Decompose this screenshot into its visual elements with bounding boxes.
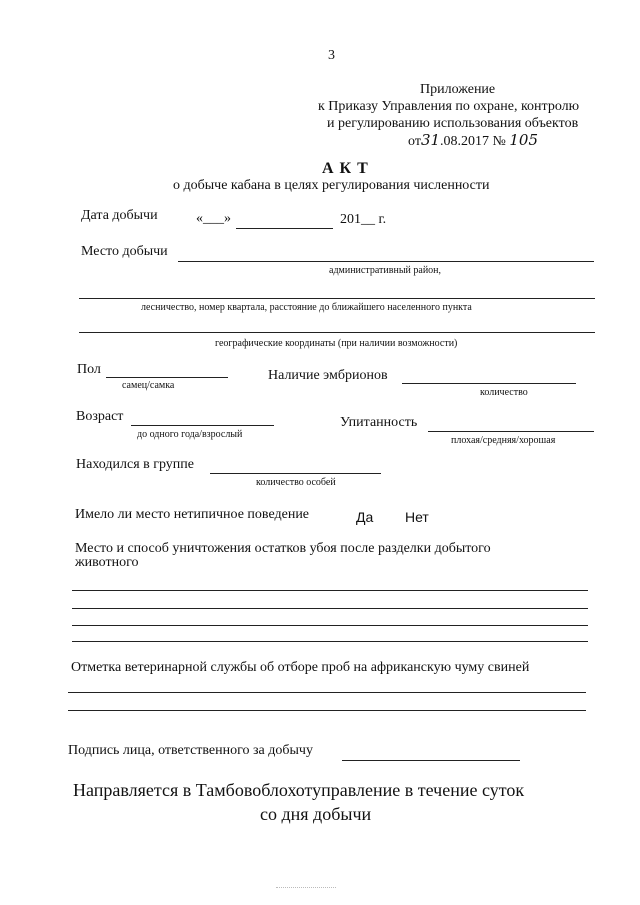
scan-artifact-line: [276, 887, 336, 888]
appendix-line-2: к Приказу Управления по охране, контролю: [318, 99, 580, 114]
fatness-label: Упитанность: [340, 415, 418, 430]
date-label: Дата добычи: [81, 208, 158, 223]
footer-line-1: Направляется в Тамбовоблохотуправление в течение суток: [73, 780, 525, 800]
behavior-yes: Да: [356, 509, 374, 525]
group-caption: количество особей: [256, 477, 336, 488]
vet-line-2: [68, 710, 586, 711]
signature-line: [342, 760, 520, 761]
place-caption: административный район,: [329, 265, 442, 276]
date-rest: .08.2017 №: [440, 134, 506, 149]
remains-line-3: [72, 625, 588, 626]
group-label: Находился в группе: [76, 457, 195, 472]
sex-caption: самец/самка: [122, 380, 175, 391]
behavior-label: Имело ли место нетипичное поведение: [75, 507, 310, 522]
embryos-caption: количество: [480, 387, 528, 398]
coords-caption: географические координаты (при наличии возможности): [215, 338, 458, 349]
fatness-line: [428, 431, 594, 432]
act-title: А К Т: [322, 160, 369, 177]
remains-label-line-2: животного: [75, 555, 139, 570]
remains-line-4: [72, 641, 588, 642]
date-day: «___»: [196, 211, 231, 226]
coords-line: [79, 332, 595, 333]
age-caption: до одного года/взрослый: [137, 429, 243, 440]
act-subtitle: о добыче кабана в целях регулирования численности: [173, 178, 490, 193]
appendix-title: Приложение: [420, 82, 496, 97]
group-line: [210, 473, 381, 474]
remains-label-line-1: Место и способ уничтожения остатков убоя после разделки добытого: [75, 541, 491, 556]
page-number: 3: [328, 48, 335, 63]
appendix-date: [408, 131, 538, 150]
remains-line-1: [72, 590, 588, 591]
sex-line: [106, 377, 228, 378]
appendix-line-3: и регулированию использования объектов: [327, 116, 579, 131]
embryos-label: Наличие эмбрионов: [268, 368, 388, 383]
behavior-no: Нет: [405, 509, 429, 525]
embryos-line: [402, 383, 576, 384]
fatness-caption: плохая/средняя/хорошая: [451, 435, 556, 446]
age-line: [131, 425, 274, 426]
forestry-line: [79, 298, 595, 299]
signature-label: Подпись лица, ответственного за добычу: [68, 743, 313, 758]
age-label: Возраст: [76, 409, 124, 424]
date-month-line: [236, 228, 333, 229]
place-line: [178, 261, 594, 262]
date-prefix: от: [408, 134, 421, 149]
date-year: 201__ г.: [340, 212, 387, 227]
number-handwritten: 105: [509, 131, 539, 149]
place-label: Место добычи: [81, 244, 168, 259]
forestry-caption: лесничество, номер квартала, расстояние до ближайшего населенного пункта: [141, 302, 472, 313]
footer-line-2: со дня добычи: [260, 804, 372, 824]
date-handwritten: 31: [420, 131, 441, 149]
sex-label: Пол: [77, 362, 101, 377]
vet-label: Отметка ветеринарной службы об отборе проб на африканскую чуму свиней: [71, 660, 530, 675]
remains-line-2: [72, 608, 588, 609]
vet-line-1: [68, 692, 586, 693]
